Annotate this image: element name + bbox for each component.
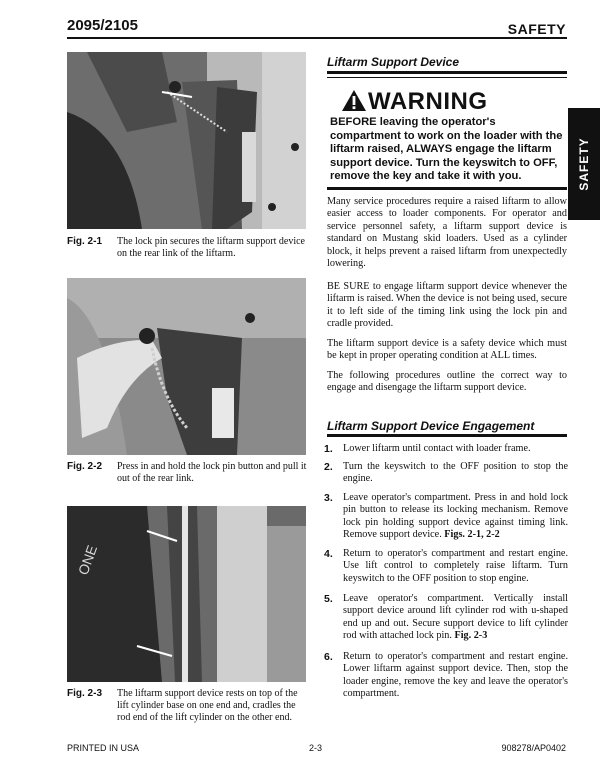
warning-heading: WARNING	[368, 88, 488, 115]
step-number: 5.	[324, 593, 333, 605]
figure-label: Fig. 2-1	[67, 236, 103, 247]
svg-text:ONE: ONE	[74, 543, 101, 578]
section-title-rule	[327, 71, 567, 74]
figure-2-1-photo	[67, 52, 306, 229]
step-text: Leave operator's compartment. Vertically install support device around lift cylinder rod with u-shaped end up and out. Secure support device to lift cylinder rod with attached lock pin.	[343, 593, 568, 642]
section-title-rule	[327, 434, 567, 437]
step-number: 1.	[324, 443, 333, 455]
paragraph-be-sure: BE SURE to engage liftarm support device whenever the liftarm is raised. When the device is not being used, secure it to left side of the timing link using the lock pin and cradle provided.	[327, 281, 567, 330]
paragraph-intro: Many service procedures require a raised liftarm to allow easier access to loader components. For operator and service personnel safety, a liftarm support device is standard on Mustang skid loaders. Used as a cylinder block, it helps prevent a raised liftarm from unexpectedly lowering.	[327, 196, 567, 270]
figure-2-2-caption	[67, 461, 312, 487]
step-6	[324, 651, 568, 701]
footer-printed-in: PRINTED IN USA	[67, 743, 140, 753]
figure-caption-text: The lock pin secures the liftarm support device on the rear link of the liftarm.	[117, 236, 305, 259]
paragraph-safety-device: The liftarm support device is a safety device which must be kept in proper operating condition at ALL times.	[327, 338, 567, 362]
warning-bottom-rule	[327, 187, 567, 190]
figure-2-3-caption	[67, 688, 312, 728]
warning-top-rule	[327, 77, 567, 78]
section-title-engagement: Liftarm Support Device Engagement	[327, 419, 535, 433]
figure-label: Fig. 2-3	[67, 688, 103, 699]
figure-reference: Figs. 2-1, 2-2	[444, 529, 500, 541]
warning-body: BEFORE leaving the operator's compartment to work on the loader with the liftarm raised, ALWAYS engage the liftarm support device. Turn the keyswitch to OFF, remove the key and take it with you.	[330, 116, 563, 182]
figure-reference: Fig. 2-3	[454, 630, 488, 642]
figure-caption-text: The liftarm support device rests on top of the lift cylinder base on one end and, cradles the rod end of the lift cylinder on the other end.	[117, 688, 298, 723]
step-4	[324, 548, 568, 585]
step-text: Lower liftarm until contact with loader frame.	[343, 443, 531, 454]
section-title-liftarm-support-device: Liftarm Support Device	[327, 55, 460, 69]
step-5	[324, 593, 568, 643]
step-text: Turn the keyswitch to the OFF position to stop the engine.	[343, 461, 568, 485]
figure-2-1-caption	[67, 236, 312, 262]
step-number: 6.	[324, 651, 333, 663]
step-text: Return to operator's compartment and restart engine. Use lift control to completely raise liftarm. Turn keyswitch to the OFF position to stop engine.	[343, 548, 568, 584]
step-number: 2.	[324, 461, 333, 473]
figure-2-3-photo	[67, 506, 306, 682]
step-number: 4.	[324, 548, 333, 560]
figure-label: Fig. 2-2	[67, 461, 103, 472]
step-number: 3.	[324, 492, 333, 504]
figure-caption-text: Press in and hold the lock pin button and pull it out of the rear link.	[117, 461, 307, 484]
side-tab-label: SAFETY	[577, 137, 591, 191]
step-text: Leave operator's compartment. Press in and hold lock pin button to release its locking mechanism. Remove lock pin holding support device against timing link. Remove support device.	[343, 492, 568, 541]
warning-triangle-icon	[341, 89, 367, 112]
step-1	[324, 443, 568, 455]
document-code: 908278/AP0402	[501, 743, 566, 753]
step-text: Return to operator's compartment and restart engine. Lower liftarm against support device. Then, stop the loader engine, remove the key and leave the operator's compartment.	[343, 651, 568, 700]
section-header: SAFETY	[507, 21, 566, 37]
figure-2-2-photo	[67, 278, 306, 455]
manual-model-number: 2095/2105	[67, 17, 138, 34]
section-side-tab	[568, 108, 600, 220]
page-number: 2-3	[309, 743, 323, 753]
header-rule	[67, 37, 567, 39]
step-3	[324, 492, 568, 542]
paragraph-procedures: The following procedures outline the correct way to engage and disengage the liftarm support device.	[327, 370, 567, 394]
step-2	[324, 461, 568, 486]
